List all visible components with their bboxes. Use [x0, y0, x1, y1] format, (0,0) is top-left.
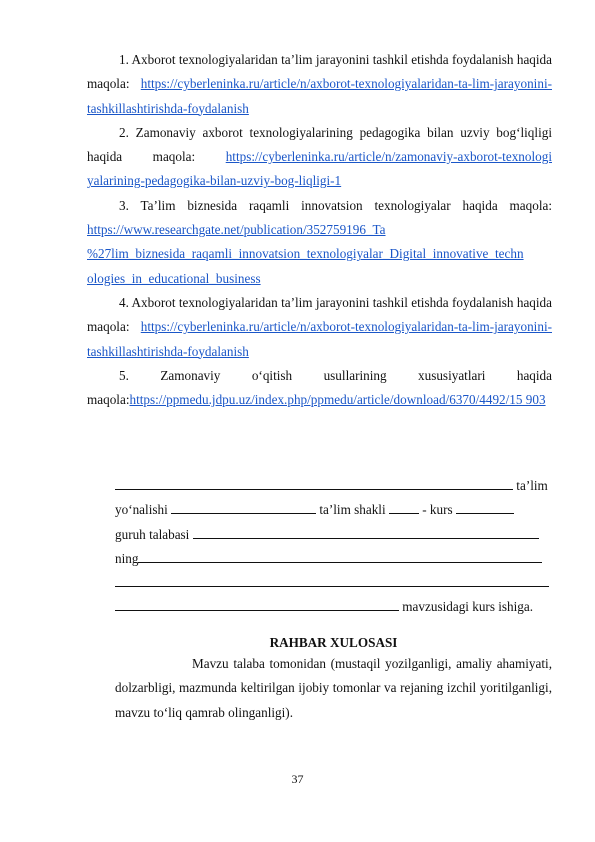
- conclusion-title: RAHBAR XULOSASI: [269, 635, 398, 650]
- blank-line[interactable]: [389, 499, 419, 514]
- form-label: yo‘nalishi: [115, 502, 168, 518]
- blank-line[interactable]: [171, 499, 316, 514]
- page-number: 37: [291, 772, 304, 786]
- reference-item: [87, 364, 552, 413]
- reference-item: [87, 121, 552, 194]
- reference-text: Zamonaviy o‘qitish usullarining xususiyatlari haqida maqola:: [87, 367, 553, 408]
- student-info-form: [115, 474, 552, 620]
- blank-line[interactable]: [193, 524, 539, 539]
- reference-link[interactable]: https://cyberleninka.ru/article/n/zamonaviy-axborot-texnologi yalarining-pedagogika-bilan-uzviy-bog-liqligi-1: [87, 149, 552, 189]
- reference-number: 2.: [119, 124, 129, 140]
- reference-item: [87, 194, 552, 291]
- reference-link[interactable]: https://cyberleninka.ru/article/n/axborot-texnologiyalaridan-ta-lim-jarayonini-tashkillashtirishda-foydalanish: [87, 76, 552, 116]
- reference-list: [87, 48, 552, 412]
- reference-item: [87, 48, 552, 121]
- reference-text: Axborot texnologiyalaridan ta’lim jarayonini tashkil etishda foydalanish haqida maqola:: [87, 294, 553, 335]
- reference-item: [87, 291, 552, 364]
- form-label: mavzusidagi kurs ishiga.: [402, 599, 534, 615]
- reference-text: Zamonaviy axborot texnologiyalarining pedagogika bilan uzviy bog‘liqligi haqida maqola:: [87, 124, 552, 165]
- conclusion-text: [115, 652, 552, 725]
- reference-number: 5.: [119, 367, 129, 383]
- blank-line[interactable]: [115, 596, 399, 611]
- reference-number: 4.: [119, 294, 129, 310]
- blank-line[interactable]: [115, 475, 513, 490]
- form-label: ta’lim shakli: [319, 502, 386, 518]
- form-label: ta’lim: [516, 478, 548, 493]
- conclusion-body: Mavzu talaba tomonidan (mustaqil yozilganligi, amaliy ahamiyati, dolzarbligi, mazmunda keltirilgan ijobiy tomonlar va rejaning izchil yoritilganligi, mavzu to‘liq qamrab olinganligi).: [115, 656, 552, 720]
- reference-text: Axborot texnologiyalaridan ta’lim jarayonini tashkil etishda foydalanish haqida maqola:: [87, 52, 553, 92]
- reference-link[interactable]: https://ppmedu.jdpu.uz/index.php/ppmedu/article/download/6370/4492/15 903: [129, 392, 546, 408]
- blank-line[interactable]: [138, 548, 542, 563]
- blank-line[interactable]: [115, 572, 549, 587]
- form-label: - kurs: [422, 502, 453, 518]
- reference-link[interactable]: https://www.researchgate.net/publication/352759196_Ta %27lim_biznesida_raqamli_innovatsion_texnologiyalar_Digital_innovative_techn ologies_in_educational_business: [87, 222, 524, 286]
- reference-text: Ta’lim biznesida raqamli innovatsion texnologiyalar haqida maqola:: [140, 197, 553, 213]
- form-label: ning: [115, 550, 139, 566]
- reference-number: 1.: [119, 52, 129, 67]
- blank-line[interactable]: [456, 499, 514, 514]
- reference-link[interactable]: https://cyberleninka.ru/article/n/axborot-texnologiyalaridan-ta-lim-jarayonini-tashkillashtirishda-foydalanish: [87, 319, 552, 359]
- reference-number: 3.: [119, 197, 129, 213]
- form-label: guruh talabasi: [115, 526, 190, 542]
